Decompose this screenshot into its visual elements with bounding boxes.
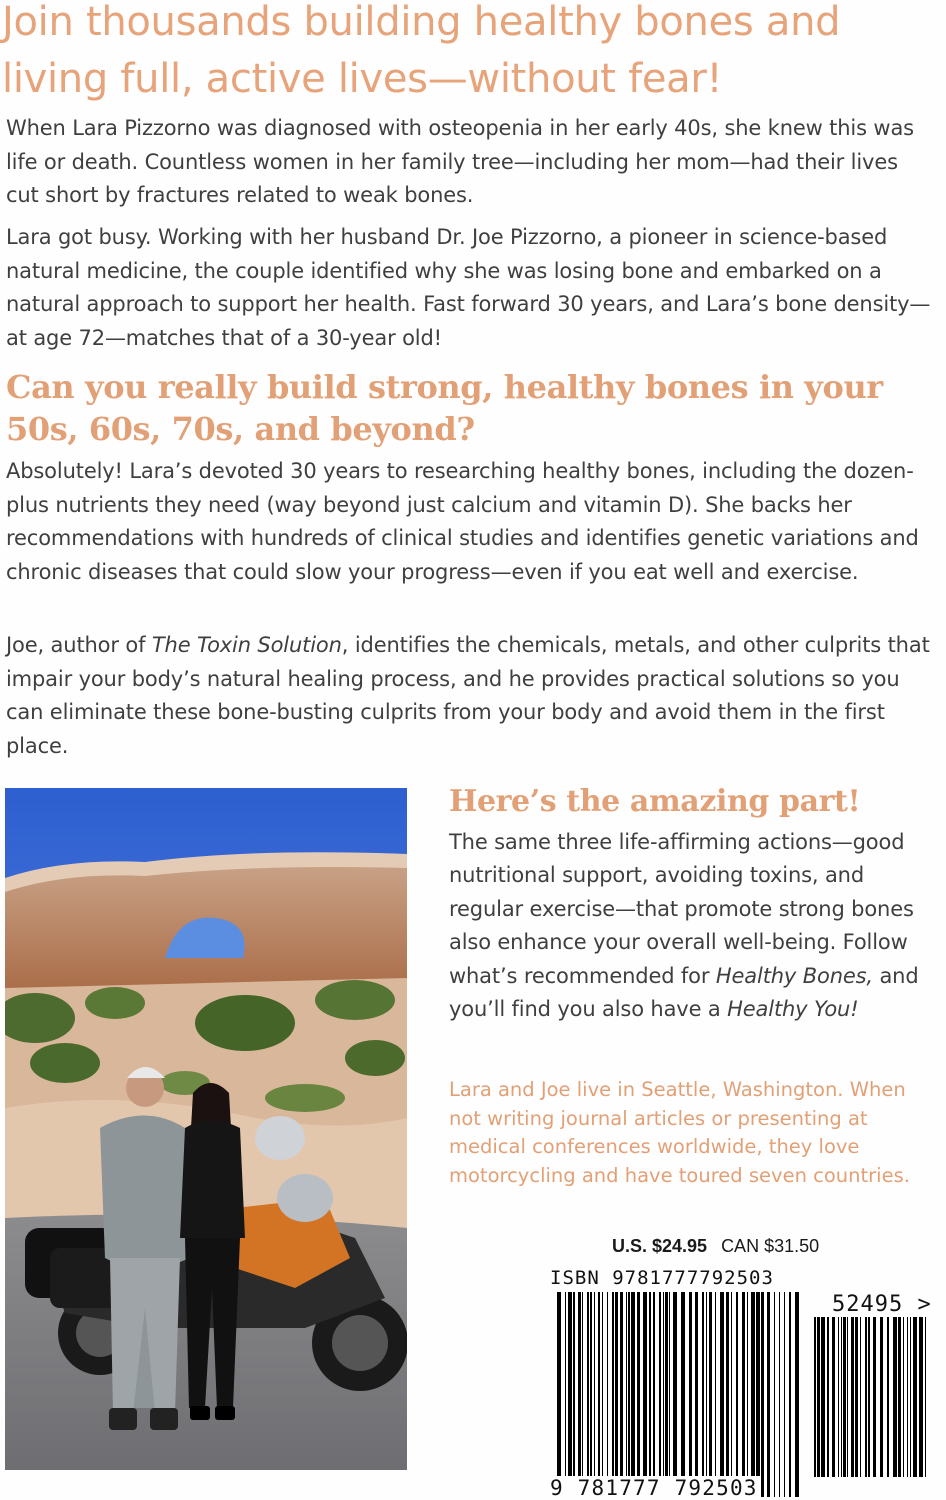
- barcode-bar: [774, 1292, 775, 1497]
- price-addon-code: 52495 >: [832, 1292, 932, 1317]
- barcode-bar: [919, 1317, 923, 1477]
- barcode-bar: [847, 1317, 848, 1477]
- barcode-bar: [880, 1317, 883, 1477]
- barcode-bar: [761, 1292, 764, 1497]
- barcode-bar: [568, 1292, 572, 1497]
- intro-paragraph-2: Lara got busy. Working with her husband Dr. Joe Pizzorno, a pioneer in science-based natural medicine, the couple identified why she was losing bone and embarked on a natural approach to support her health. Fast forward 30 years, and Lara’s bone density—at age 72—matches that of a 30-year old!: [6, 225, 931, 350]
- barcode-bar: [789, 1292, 791, 1497]
- text-run: Joe, author of: [6, 633, 152, 657]
- barcode-bar: [747, 1292, 748, 1497]
- text-run: The same three life-affirming actions—good nutritional support, avoiding toxins, and regular exercise—that promote strong bones also enhance your overall well-being. Follow what’s recommended for: [449, 830, 914, 988]
- barcode-bar: [557, 1292, 561, 1497]
- barcode-bar: [615, 1292, 618, 1497]
- barcode-bar: [841, 1317, 842, 1477]
- book-title-healthy-bones: Healthy Bones,: [715, 963, 873, 988]
- barcode-bar: [756, 1292, 760, 1497]
- barcode-bar: [681, 1292, 685, 1497]
- barcode-bar: [709, 1292, 712, 1497]
- barcode-bar: [779, 1292, 780, 1497]
- price-us: U.S. $24.95: [612, 1236, 708, 1256]
- barcode-bar: [855, 1317, 858, 1477]
- barcode-bar: [913, 1317, 917, 1477]
- intro-paragraph-1: When Lara Pizzorno was diagnosed with osteopenia in her early 40s, she knew this was life or death. Countless women in her family tree—including her mom—had their lives cut short by fractures related to weak bones.: [6, 116, 914, 207]
- barcode-bar: [653, 1292, 655, 1497]
- barcode-bar: [598, 1292, 600, 1497]
- barcode-bar: [673, 1292, 677, 1497]
- barcode-bar: [659, 1292, 661, 1497]
- barcode-bar: [578, 1292, 581, 1497]
- barcode-bar: [628, 1292, 630, 1497]
- barcode-bar: [873, 1317, 876, 1477]
- price-line: [612, 1236, 912, 1257]
- price-can: CAN $31.50: [721, 1236, 820, 1256]
- barcode-bar: [903, 1317, 904, 1477]
- barcode-bar: [910, 1317, 911, 1477]
- barcode-bar: [689, 1292, 692, 1497]
- barcode-bar: [631, 1292, 635, 1497]
- section3-paragraph: [449, 826, 924, 1026]
- barcode-bar: [602, 1292, 603, 1497]
- barcode-bar: [612, 1292, 614, 1497]
- barcode-bar: [620, 1292, 623, 1497]
- barcode-bar: [736, 1292, 738, 1497]
- barcode-bar: [587, 1292, 589, 1497]
- book-title-toxin-solution: The Toxin Solution: [151, 633, 342, 657]
- barcode-bar: [751, 1292, 755, 1497]
- barcode-bar: [637, 1292, 640, 1497]
- barcode-bar: [607, 1292, 608, 1497]
- section2-paragraph-2: [6, 629, 931, 763]
- barcode-bar: [731, 1292, 732, 1497]
- barcode-bar: [643, 1292, 647, 1497]
- barcode-bar: [851, 1317, 854, 1477]
- barcode-bar: [665, 1292, 668, 1497]
- barcode-bar: [565, 1292, 566, 1497]
- barcode-bar: [582, 1292, 583, 1497]
- healthy-you-phrase: Healthy You!: [727, 997, 859, 1022]
- section-heading-amazing-part: Here’s the amazing part!: [449, 784, 861, 819]
- headline: Join thousands building healthy bones and living full, active lives—without fear!: [2, 0, 841, 102]
- barcode-bar: [898, 1317, 901, 1477]
- section-heading-build-bones: Can you really build strong, healthy bones in your 50s, 60s, 70s, and beyond?: [6, 368, 883, 448]
- isbn-digits: 9 781777 792503: [550, 1476, 758, 1500]
- barcode-bar: [742, 1292, 745, 1497]
- barcode-bar: [860, 1317, 861, 1477]
- barcode-bar: [814, 1317, 816, 1477]
- barcode-bar: [784, 1292, 785, 1497]
- barcode-bar: [695, 1292, 698, 1497]
- isbn-barcode: [555, 1292, 800, 1497]
- barcode-bar: [827, 1317, 829, 1477]
- barcode-bar: [702, 1292, 704, 1497]
- text-run: and you’ll find you also have a: [449, 963, 919, 1022]
- isbn-label: ISBN 9781777792503: [550, 1267, 774, 1289]
- section2-paragraph-1: Absolutely! Lara’s devoted 30 years to researching healthy bones, including the dozen-plus nutrients they need (way beyond just calcium and vitamin D). She backs her recommendations with hundreds of clinical studies and identifies genetic variations and chronic diseases that could slow your progress—even if you eat well and exercise.: [6, 459, 919, 584]
- text-run: , identifies the chemicals, metals, and other culprits that impair your body’s natural healing process, and he provides practical solutions so you can eliminate these bone-busting culprits from your body and avoid them in the first place.: [6, 633, 930, 758]
- barcode-bar: [649, 1292, 651, 1497]
- barcode-bar: [838, 1317, 839, 1477]
- barcode-bar: [590, 1292, 592, 1497]
- barcode-bar: [715, 1292, 716, 1497]
- barcode-bar: [706, 1292, 707, 1497]
- barcode-bar: [887, 1317, 889, 1477]
- barcode-bar: [626, 1292, 627, 1497]
- barcode-bar: [832, 1317, 835, 1477]
- barcode-bar: [795, 1292, 799, 1497]
- barcode-bar: [843, 1317, 846, 1477]
- barcode-bar: [925, 1317, 926, 1477]
- couple-motorcycle-photo: [5, 788, 407, 1470]
- barcode-bar: [865, 1317, 867, 1477]
- barcode-bar: [868, 1317, 870, 1477]
- barcode-bar: [767, 1292, 770, 1497]
- barcode-bar: [821, 1317, 825, 1477]
- barcode-bar: [573, 1292, 575, 1497]
- barcode-bar: [907, 1317, 908, 1477]
- barcode-bar: [726, 1292, 729, 1497]
- barcode-bar: [594, 1292, 595, 1497]
- barcode-bar: [817, 1317, 820, 1477]
- barcode-bar: [663, 1292, 664, 1497]
- author-bio: Lara and Joe live in Seattle, Washington. When not writing journal articles or presenting at medical conferences worldwide, they love motorcycling and have toured seven countries.: [449, 1078, 910, 1188]
- barcode-bar: [720, 1292, 724, 1497]
- barcode-bar: [893, 1317, 897, 1477]
- barcode-bar: [669, 1292, 670, 1497]
- addon-barcode: [812, 1317, 930, 1477]
